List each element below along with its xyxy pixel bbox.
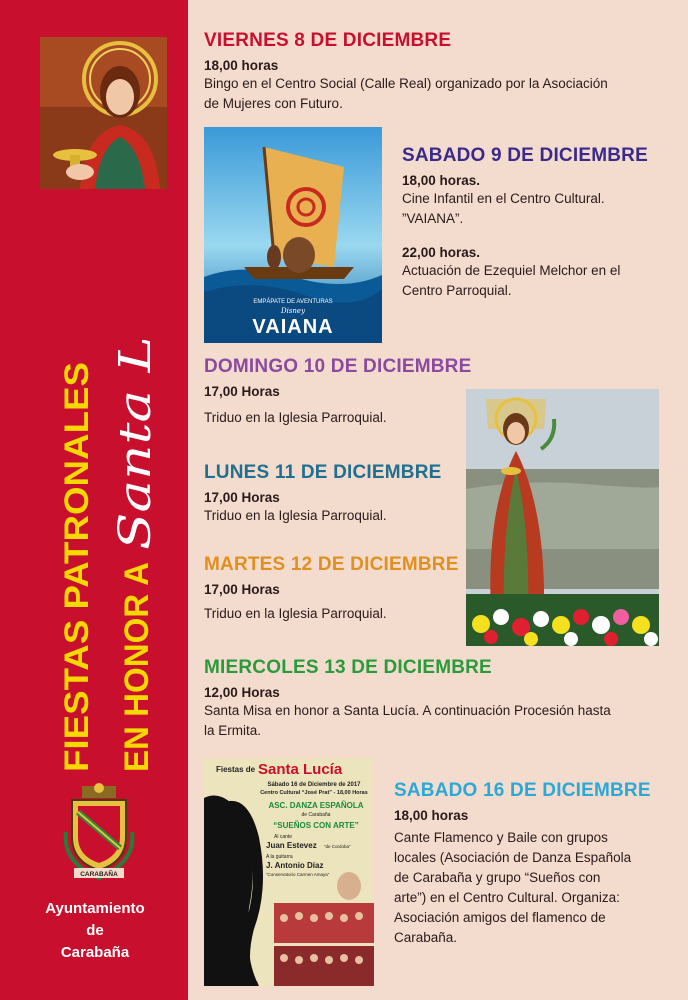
event-day-lunes: LUNES 11 DE DICIEMBRE bbox=[204, 462, 442, 483]
flamenco-group1: ASC. DANZA ESPAÑOLA bbox=[268, 801, 364, 810]
vaiana-poster bbox=[204, 127, 382, 343]
flamenco-guitar-pre: A la guitarra bbox=[266, 854, 293, 860]
saint-statue-photo bbox=[466, 389, 659, 646]
flamenco-singer-tag: “de Cordoba” bbox=[324, 844, 351, 849]
flamenco-guitar-tag: “Conservatorio Carmen Amaya” bbox=[266, 872, 330, 877]
title-en-honor-a: EN HONOR A bbox=[118, 556, 156, 772]
event-desc-sabado16-1: Cante Flamenco y Baile con grupos bbox=[394, 830, 608, 845]
ayuntamiento-label bbox=[0, 898, 190, 964]
event-desc-miercoles-2: la Ermita. bbox=[204, 723, 262, 738]
title-fiestas-patronales: FIESTAS PATRONALES bbox=[58, 392, 96, 772]
flamenco-date: Sábado 16 de Diciembre de 2017 bbox=[267, 782, 361, 788]
flamenco-poster bbox=[204, 758, 374, 986]
event-lunes bbox=[204, 462, 474, 526]
event-day-sabado9: SABADO 9 DE DICIEMBRE bbox=[402, 145, 648, 166]
event-day-martes: MARTES 12 DE DICIEMBRE bbox=[204, 554, 459, 575]
event-sabado16 bbox=[394, 780, 680, 948]
event-desc-sabado9-1b: ”VAIANA”. bbox=[402, 211, 464, 226]
flamenco-head: Fiestas de bbox=[216, 765, 256, 774]
event-desc-lunes: Triduo en la Iglesia Parroquial. bbox=[204, 508, 387, 523]
event-viernes bbox=[204, 30, 674, 114]
event-time-lunes: 17,00 Horas bbox=[204, 490, 280, 505]
sidebar-divider bbox=[188, 0, 192, 1000]
crest-label: CARABAÑA bbox=[80, 871, 118, 878]
poster-title: VAIANA bbox=[252, 316, 334, 338]
flamenco-singer: Juan Estevez bbox=[266, 841, 317, 850]
poster-tagline: EMPÁPATE DE AVENTURAS bbox=[253, 299, 333, 305]
flamenco-guitar: J. Antonio Díaz bbox=[266, 861, 324, 870]
event-martes bbox=[204, 554, 474, 624]
event-time-domingo: 17,00 Horas bbox=[204, 384, 280, 399]
event-desc-miercoles-1: Santa Misa en honor a Santa Lucía. A continuación Procesión hasta bbox=[204, 703, 611, 718]
event-desc-sabado16-2: locales (Asociación de Danza Española bbox=[394, 850, 632, 865]
event-day-sabado16: SABADO 16 DE DICIEMBRE bbox=[394, 780, 651, 801]
event-day-viernes: VIERNES 8 DE DICIEMBRE bbox=[204, 30, 452, 51]
event-day-miercoles: MIERCOLES 13 DE DICIEMBRE bbox=[204, 657, 492, 678]
event-time-sabado9-2: 22,00 horas. bbox=[402, 245, 481, 260]
event-desc-sabado9-2a: Actuación de Ezequiel Melchor en el bbox=[402, 263, 621, 278]
event-desc-sabado9-1a: Cine Infantil en el Centro Cultural. bbox=[402, 191, 605, 206]
flamenco-head-big: Santa Lucía bbox=[258, 761, 343, 778]
event-time-martes: 17,00 Horas bbox=[204, 582, 280, 597]
event-time-sabado16: 18,00 horas bbox=[394, 808, 469, 823]
event-desc-viernes-2: de Mujeres con Futuro. bbox=[204, 96, 343, 111]
event-desc-sabado16-5: Asociación amigos del flamenco de bbox=[394, 910, 606, 925]
event-time-miercoles: 12,00 Horas bbox=[204, 685, 280, 700]
event-desc-sabado16-6: Carabaña. bbox=[394, 930, 458, 945]
ayto-line1: Ayuntamiento bbox=[45, 900, 145, 917]
vertical-title bbox=[30, 340, 170, 790]
flamenco-venue: Centro Cultural “José Prat” - 18,00 Horas bbox=[260, 790, 368, 796]
flamenco-group1b: de Carabaña bbox=[301, 812, 331, 818]
event-desc-martes: Triduo en la Iglesia Parroquial. bbox=[204, 606, 387, 621]
event-day-domingo: DOMINGO 10 DE DICIEMBRE bbox=[204, 356, 472, 377]
event-miercoles bbox=[204, 657, 674, 741]
flamenco-group2: “SUEÑOS CON ARTE” bbox=[273, 821, 359, 830]
title-santa-lucia-script: Santa Lucía bbox=[110, 340, 161, 550]
event-desc-sabado16-3: de Carabaña y grupo “Sueños con bbox=[394, 870, 601, 885]
ayto-line3: Carabaña bbox=[60, 944, 130, 961]
carabana-crest bbox=[60, 782, 138, 882]
saint-photo-top bbox=[40, 37, 167, 189]
flamenco-singer-pre: Al cante bbox=[274, 834, 293, 840]
event-desc-domingo: Triduo en la Iglesia Parroquial. bbox=[204, 410, 387, 425]
poster-brand: Disney bbox=[280, 307, 306, 315]
event-desc-sabado9-2b: Centro Parroquial. bbox=[402, 283, 512, 298]
event-time-sabado9-1: 18,00 horas. bbox=[402, 173, 481, 188]
ayto-line2: de bbox=[86, 922, 104, 939]
event-desc-sabado16-4: arte”) en el Centro Cultural. Organiza: bbox=[394, 890, 620, 905]
event-time-viernes: 18,00 horas bbox=[204, 58, 279, 73]
event-domingo bbox=[204, 356, 474, 428]
event-desc-viernes-1: Bingo en el Centro Social (Calle Real) organizado por la Asociación bbox=[204, 76, 608, 91]
event-sabado9 bbox=[402, 145, 682, 301]
